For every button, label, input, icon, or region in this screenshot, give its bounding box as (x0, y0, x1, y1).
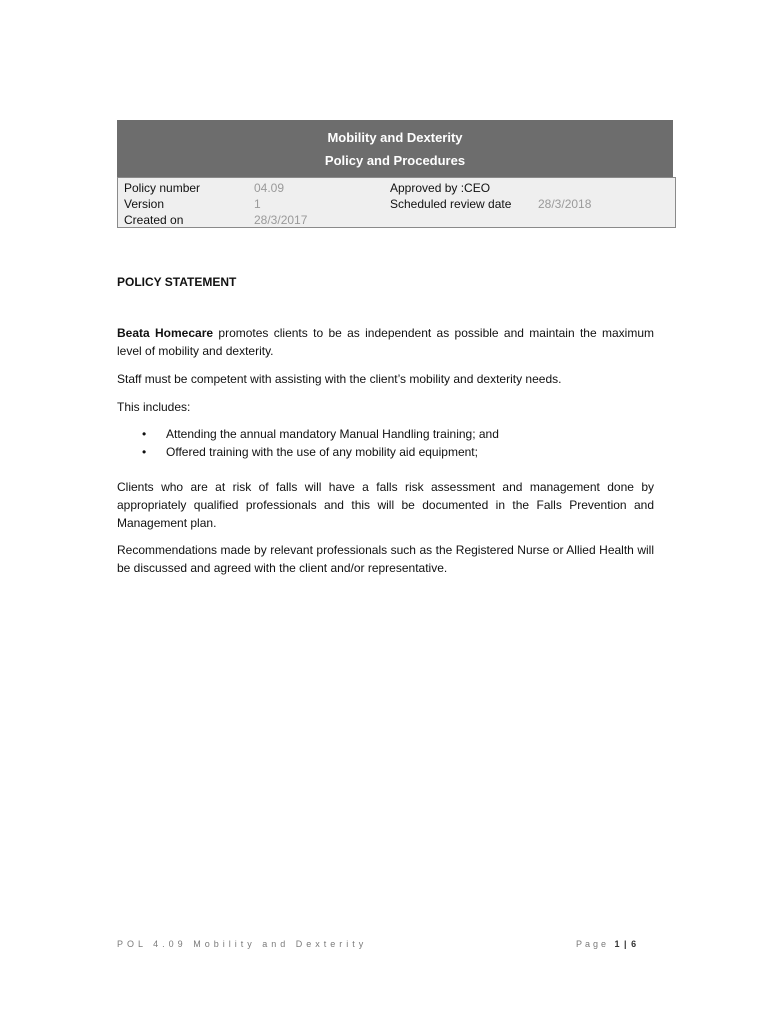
paragraph-falls: Clients who are at risk of falls will have a falls risk assessment and management done by appropriately qualified professionals and this will be documented in the Falls Prevention and Management plan. (117, 480, 654, 530)
policy-meta-table (117, 177, 676, 228)
list-item-text: Offered training with the use of any mobility aid equipment; (166, 445, 478, 459)
policy-number-value: 04.09 (254, 181, 285, 195)
version-value: 1 (254, 197, 261, 211)
review-date-value: 28/3/2018 (538, 197, 592, 211)
policy-subtitle: Policy and Procedures (324, 153, 466, 168)
version-label: Version (124, 197, 165, 211)
bullet-icon: • (142, 445, 147, 459)
list-item-text: Attending the annual mandatory Manual Handling training; and (166, 427, 499, 441)
policy-title: Mobility and Dexterity (327, 130, 463, 145)
bullet-icon: • (142, 427, 147, 441)
list-item (142, 443, 662, 461)
paragraph-intro-text: promotes clients to be as independent as possible and maintain the maximum level of mobility and dexterity. (117, 326, 654, 358)
company-name: Beata Homecare (117, 326, 214, 340)
list-item (142, 425, 662, 443)
paragraph-recommendations: Recommendations made by relevant professionals such as the Registered Nurse or Allied Health will be discussed and agreed with the client and/or representative. (117, 543, 654, 575)
approved-by-label: Approved by :CEO (390, 181, 491, 195)
policy-header (117, 120, 673, 177)
created-on-value: 28/3/2017 (254, 213, 308, 227)
policy-number-label: Policy number (124, 181, 201, 195)
paragraph-intro (117, 324, 654, 360)
footer-page-number (576, 939, 637, 949)
page-count: 1 | 6 (614, 939, 638, 949)
created-on-label: Created on (124, 213, 184, 227)
page-label: Page (576, 939, 610, 949)
review-date-label: Scheduled review date (390, 197, 512, 211)
paragraph-staff: Staff must be competent with assisting with the client’s mobility and dexterity needs. (117, 372, 562, 386)
footer-document-title: POL 4.09 Mobility and Dexterity (117, 939, 368, 949)
section-heading: POLICY STATEMENT (117, 275, 237, 289)
paragraph-includes: This includes: (117, 400, 191, 414)
